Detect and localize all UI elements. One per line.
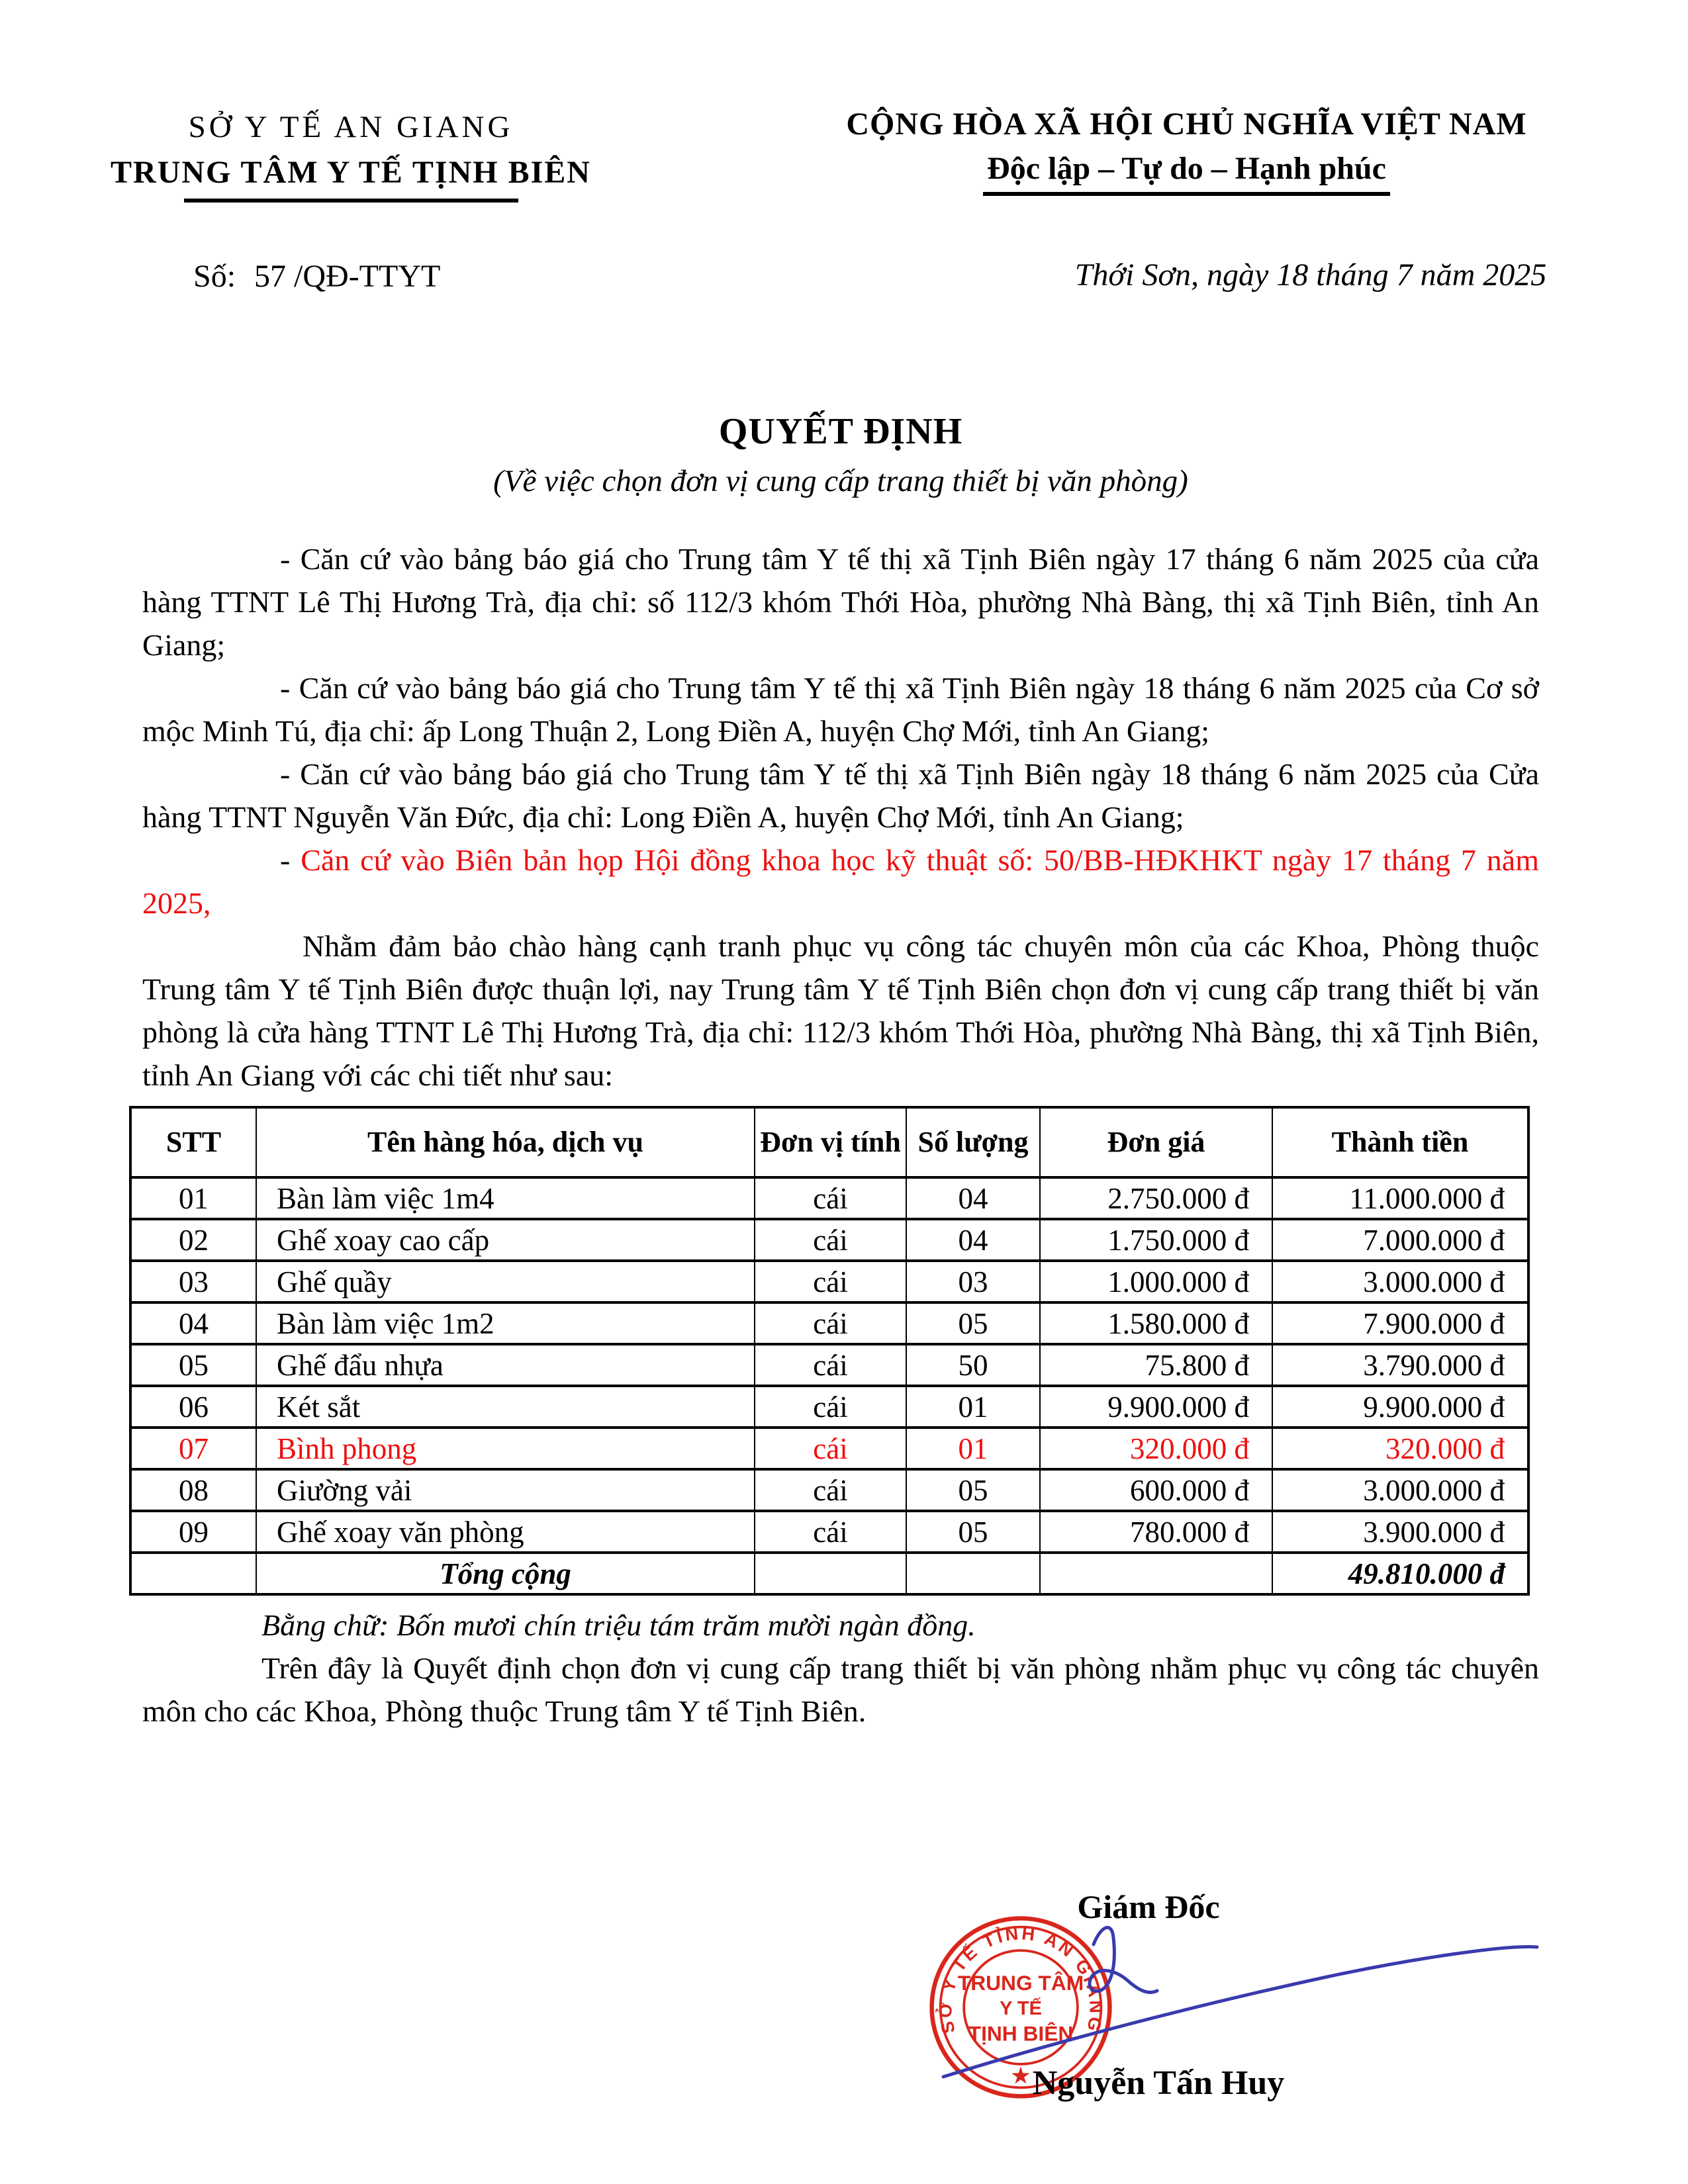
cell-unit-price: 1.000.000 đ [1040,1261,1272,1302]
cell-amount: 3.790.000 đ [1272,1344,1528,1386]
cell-amount: 7.900.000 đ [1272,1302,1528,1344]
basis-paragraph-4-text: Căn cứ vào Biên bản họp Hội đồng khoa học kỹ thuật số: 50/BB-HĐKHKT ngày 17 tháng 7 năm 2025, [142,843,1539,920]
basis-paragraph-3: - Căn cứ vào bảng báo giá cho Trung tâm Y tế thị xã Tịnh Biên ngày 18 tháng 6 năm 2025 của Cửa hàng TTNT Nguyễn Văn Đức, địa chỉ: Long Điền A, huyện Chợ Mới, tỉnh An Giang; [142,757,1539,834]
col-header-qty: Số lượng [906,1107,1040,1177]
table-row-highlighted [130,1428,1528,1469]
stamp-center-line-3: TỊNH BIÊN [968,2021,1074,2046]
star-icon: ★ [1011,2063,1031,2087]
cell-name: Ghế quầy [256,1261,755,1302]
cell-amount: 3.900.000 đ [1272,1511,1528,1553]
cell-stt: 05 [130,1344,256,1386]
cell-qty: 05 [906,1511,1040,1553]
cell-qty: 03 [906,1261,1040,1302]
place-dateline: Thới Sơn, ngày 18 tháng 7 năm 2025 [1074,257,1547,293]
col-header-amount: Thành tiền [1272,1107,1528,1177]
cell-name: Két sắt [256,1386,755,1428]
col-header-stt: STT [130,1107,256,1177]
table-row [130,1344,1528,1386]
basis-paragraph-4-dash: - [280,843,301,877]
cell-empty [130,1553,256,1594]
signer-title: Giám Đốc [1077,1888,1220,1925]
national-motto: Độc lập – Tự do – Hạnh phúc [983,150,1390,196]
cell-unit: cái [755,1261,906,1302]
items-table [129,1106,1530,1596]
cell-amount: 9.900.000 đ [1272,1386,1528,1428]
cell-name: Ghế đẩu nhựa [256,1344,755,1386]
cell-qty: 50 [906,1344,1040,1386]
cell-qty: 01 [906,1428,1040,1469]
cell-qty: 04 [906,1219,1040,1261]
table-row [130,1386,1528,1428]
cell-name: Bàn làm việc 1m4 [256,1177,755,1219]
amount-in-words: Bằng chữ: Bốn mươi chín triệu tám trăm mười ngàn đồng. [261,1608,976,1642]
cell-unit-price: 9.900.000 đ [1040,1386,1272,1428]
agency-name: TRUNG TÂM Y TẾ TỊNH BIÊN [111,155,591,190]
cell-stt: 02 [130,1219,256,1261]
col-header-unit: Đơn vị tính [755,1107,906,1177]
cell-qty: 01 [906,1386,1040,1428]
table-row [130,1302,1528,1344]
cell-stt: 06 [130,1386,256,1428]
cell-stt: 09 [130,1511,256,1553]
table-row [130,1219,1528,1261]
basis-paragraph-1: - Căn cứ vào bảng báo giá cho Trung tâm Y tế thị xã Tịnh Biên ngày 17 tháng 6 năm 2025 của cửa hàng TTNT Lê Thị Hương Trà, địa chỉ: số 112/3 khóm Thới Hòa, phường Nhà Bàng, thị xã Tịnh Biên, tỉnh An Giang; [142,542,1539,662]
document-title: QUYẾT ĐỊNH [718,411,963,452]
cell-name: Ghế xoay văn phòng [256,1511,755,1553]
document-number: 57 /QĐ-TTYT [254,259,441,294]
total-amount: 49.810.000 đ [1272,1553,1528,1594]
table-row [130,1469,1528,1511]
document-subtitle: (Về việc chọn đơn vị cung cấp trang thiết bị văn phòng) [493,464,1188,498]
table-row [130,1261,1528,1302]
cell-qty: 04 [906,1177,1040,1219]
signature-long-stroke [943,1946,1537,2077]
table-row [130,1177,1528,1219]
cell-unit-price: 780.000 đ [1040,1511,1272,1553]
cell-amount: 7.000.000 đ [1272,1219,1528,1261]
table-row [130,1511,1528,1553]
table-header-row [130,1107,1528,1177]
cell-unit-price: 320.000 đ [1040,1428,1272,1469]
cell-unit: cái [755,1344,906,1386]
cell-unit-price: 600.000 đ [1040,1469,1272,1511]
cell-unit-price: 75.800 đ [1040,1344,1272,1386]
total-label: Tổng cộng [256,1553,755,1594]
cell-amount: 320.000 đ [1272,1428,1528,1469]
cell-unit: cái [755,1177,906,1219]
cell-empty [755,1553,906,1594]
cell-unit-price: 1.580.000 đ [1040,1302,1272,1344]
cell-unit-price: 2.750.000 đ [1040,1177,1272,1219]
decision-paragraph: Nhằm đảm bảo chào hàng cạnh tranh phục vụ công tác chuyên môn của các Khoa, Phòng thuộc Trung tâm Y tế Tịnh Biên được thuận lợi, nay Trung tâm Y tế Tịnh Biên chọn đơn vị cung cấp trang thiết bị văn phòng là cửa hàng TTNT Lê Thị Hương Trà, địa chỉ: 112/3 khóm Thới Hòa, phường Nhà Bàng, thị xã Tịnh Biên, tỉnh An Giang với các chi tiết như sau: [142,929,1539,1092]
cell-amount: 3.000.000 đ [1272,1469,1528,1511]
cell-stt: 07 [130,1428,256,1469]
cell-qty: 05 [906,1469,1040,1511]
signer-name: Nguyễn Tấn Huy [1032,2064,1285,2102]
parent-agency: SỞ Y TẾ AN GIANG [188,110,514,144]
cell-unit: cái [755,1428,906,1469]
cell-name: Bình phong [256,1428,755,1469]
signature-loop-stroke [1090,1927,1157,1992]
cell-stt: 08 [130,1469,256,1511]
cell-unit: cái [755,1302,906,1344]
national-title: CỘNG HÒA XÃ HỘI CHỦ NGHĨA VIỆT NAM [846,107,1527,142]
cell-unit: cái [755,1469,906,1511]
stamp-ring-text: SỞ Y TẾ TỈNH AN GIANG [935,1923,1106,2036]
cell-unit: cái [755,1219,906,1261]
cell-unit: cái [755,1386,906,1428]
closing-paragraph: Trên đây là Quyết định chọn đơn vị cung cấp trang thiết bị văn phòng nhằm phục vụ công tác chuyên môn cho các Khoa, Phòng thuộc Trung tâm Y tế Tịnh Biên. [142,1651,1539,1728]
document-number-label: Số: [193,259,236,294]
cell-stt: 03 [130,1261,256,1302]
cell-amount: 3.000.000 đ [1272,1261,1528,1302]
cell-name: Ghế xoay cao cấp [256,1219,755,1261]
cell-qty: 05 [906,1302,1040,1344]
cell-stt: 04 [130,1302,256,1344]
basis-paragraph-2: - Căn cứ vào bảng báo giá cho Trung tâm Y tế thị xã Tịnh Biên ngày 18 tháng 6 năm 2025 của Cơ sở mộc Minh Tú, địa chỉ: ấp Long Thuận 2, Long Điền A, huyện Chợ Mới, tỉnh An Giang; [142,671,1539,748]
stamp-center-line-2: Y TẾ [1000,1998,1042,2020]
col-header-name: Tên hàng hóa, dịch vụ [256,1107,755,1177]
body-text [142,537,1539,1097]
table-total-row [130,1553,1528,1594]
cell-amount: 11.000.000 đ [1272,1177,1528,1219]
cell-empty [906,1553,1040,1594]
stamp-center-line-1: TRUNG TÂM [957,1970,1084,1995]
cell-name: Bàn làm việc 1m2 [256,1302,755,1344]
col-header-unit-price: Đơn giá [1040,1107,1272,1177]
basis-paragraph-4 [142,839,1539,925]
cell-stt: 01 [130,1177,256,1219]
cell-unit-price: 1.750.000 đ [1040,1219,1272,1261]
cell-empty [1040,1553,1272,1594]
cell-unit: cái [755,1511,906,1553]
cell-name: Giường vải [256,1469,755,1511]
